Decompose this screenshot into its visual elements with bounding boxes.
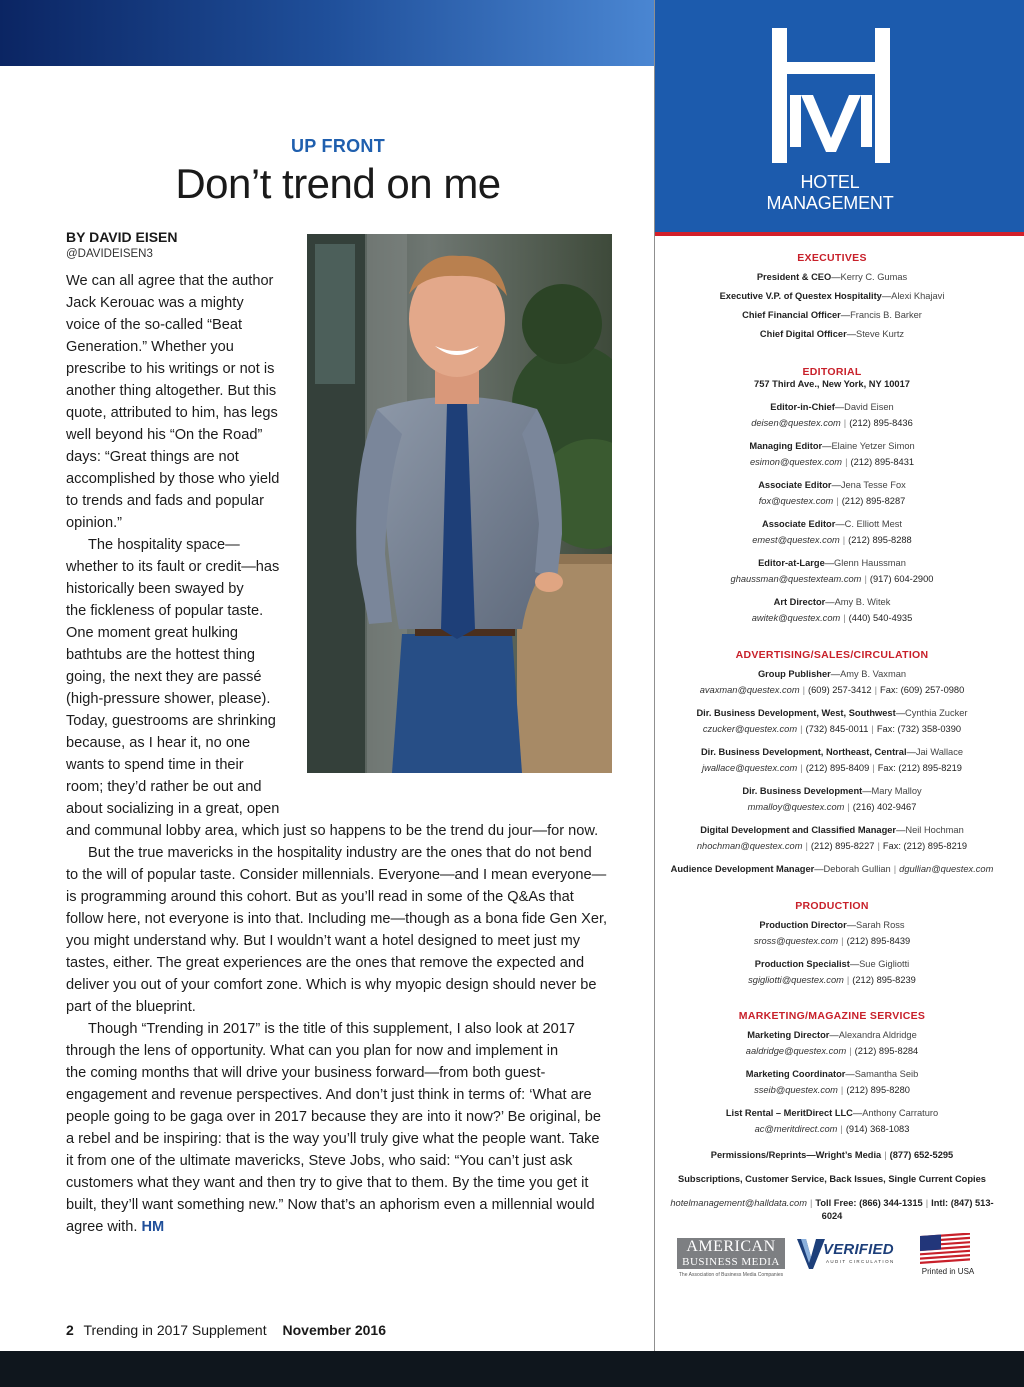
abm-line1: AMERICAN [677, 1238, 785, 1256]
body-line: accomplished by those who yield [66, 471, 280, 487]
body-line: deliver you out of your comfort zone. Which is why myopic design should never be [66, 977, 597, 993]
body-line: because, as I hear it, no one [66, 735, 251, 751]
body-line: about socializing in a great, open [66, 801, 280, 817]
staff-line: Associate Editor—Jena Tesse Fox [758, 480, 906, 490]
section-head: MARKETING/MAGAZINE SERVICES [738, 1010, 926, 1022]
body-line: a rebel and be inspiring: that is the way you’ll truly give what the people want. Take [66, 1131, 600, 1147]
twitter-handle: @DAVIDEISEN3 [66, 248, 153, 260]
article-headline: Don’t trend on me [175, 160, 501, 207]
masthead-production [664, 900, 1000, 987]
staff-contact: aaldridge@questex.com | (212) 895-8284 [745, 1046, 919, 1056]
staff-contact: ghaussman@questexteam.com | (917) 604-2900 [730, 574, 934, 584]
american-business-media-logo [677, 1238, 785, 1278]
body-line: to the will of popular taste. Consider millennials. Everyone—and I mean everyone— [66, 867, 607, 883]
body-line: tastes, either. The great experiences are the ones that remove the expected and [66, 955, 585, 971]
staff-line: Digital Development and Classified Manager—Neil Hochman [700, 825, 964, 835]
staff-line: Audience Development Manager—Deborah Gullian | dgullian@questex.com [670, 864, 994, 874]
verified-word: VERIFIED [823, 1241, 894, 1258]
staff-contact: czucker@questex.com | (732) 845-0011 | Fax: (732) 358-0390 [702, 724, 962, 734]
section-head: PRODUCTION [795, 900, 869, 912]
body-line: Though “Trending in 2017” is the title of this supplement, I also look at 2017 [88, 1021, 576, 1037]
staff-contact: deisen@questex.com | (212) 895-8436 [751, 418, 913, 428]
staff-contact: sgigliotti@questex.com | (212) 895-8239 [748, 975, 916, 985]
staff-contact: fox@questex.com | (212) 895-8287 [758, 496, 906, 506]
permissions-line: Permissions/Reprints—Wright’s Media | (877) 652-5295 [710, 1150, 954, 1160]
staff-line: Executive V.P. of Questex Hospitality—Alexi Khajavi [719, 291, 945, 301]
editorial-address: 757 Third Ave., New York, NY 10017 [754, 379, 910, 389]
body-line: part of the blueprint. [66, 999, 196, 1015]
masthead-executives [664, 252, 1000, 341]
flag-graphic [920, 1233, 970, 1265]
staff-line: Dir. Business Development—Mary Malloy [742, 786, 922, 796]
body-line: you might understand why. But I wouldn’t want a hotel designed to meet just my [66, 933, 581, 949]
logo-wordmark-management: MANAGEMENT [766, 193, 894, 213]
staff-contact: avaxman@questex.com | (609) 257-3412 | Fax: (609) 257-0980 [699, 685, 965, 695]
subscriptions-line: Subscriptions, Customer Service, Back Issues, Single Current Copies [678, 1174, 986, 1184]
body-line: Generation.” Whether you [66, 339, 234, 355]
staff-line: Managing Editor—Elaine Yetzer Simon [749, 441, 915, 451]
subscriptions-contact: hotelmanagement@halldata.com | Toll Free: (866) 344-1315 | Intl: (847) 513-6024 [670, 1198, 994, 1221]
publication-name: Trending in 2017 Supplement [83, 1322, 267, 1338]
body-line: The hospitality space— [88, 537, 240, 553]
body-line: voice of the so-called “Beat [66, 317, 243, 333]
body-line: quote, attributed to him, has legs [66, 405, 278, 421]
section-head: ADVERTISING/SALES/CIRCULATION [735, 649, 929, 661]
body-line: (high-pressure shower, please). [66, 691, 271, 707]
masthead-advertising [664, 649, 1000, 876]
section-kicker: UP FRONT [290, 136, 386, 156]
staff-line: Dir. Business Development, West, Southwest—Cynthia Zucker [696, 708, 968, 718]
masthead-marketing [664, 1010, 1000, 1223]
staff-line: Chief Financial Officer—Francis B. Barker [742, 310, 922, 320]
logo-wordmark-hotel: HOTEL [800, 172, 860, 192]
issue-date: November 2016 [282, 1322, 387, 1338]
staff-contact: awitek@questex.com | (440) 540-4935 [751, 613, 913, 623]
body-line: people going to be gaga over in 2017 because they are into it now?’ Be original, be [66, 1109, 601, 1125]
body-line: room; they’d rather be out and [66, 779, 262, 795]
body-line: built, they’ll want something new.” Now that’s an aphorism even a millennial would [66, 1197, 595, 1213]
body-line: But the true mavericks in the hospitality industry are the ones that do not bend [88, 845, 592, 861]
body-line: wants to spend time in their [66, 757, 244, 773]
article-body [66, 270, 614, 1238]
byline: BY DAVID EISEN [66, 229, 178, 245]
abm-line2: BUSINESS MEDIA [677, 1256, 785, 1269]
staff-line: Production Specialist—Sue Gigliotti [754, 959, 910, 969]
staff-line: President & CEO—Kerry C. Gumas [756, 272, 908, 282]
body-line: One moment great hulking [66, 625, 238, 641]
section-head: EDITORIAL [802, 366, 862, 378]
printed-in-usa: Printed in USA [921, 1267, 975, 1276]
staff-contact: esimon@questex.com | (212) 895-8431 [749, 457, 915, 467]
article-body-wrapped-column [66, 270, 288, 820]
body-line: historically been swayed by [66, 581, 244, 597]
masthead-red-rule [655, 232, 1024, 236]
body-line: through the lens of opportunity. What can you plan for now and implement in [66, 1043, 559, 1059]
staff-line: Editor-in-Chief—David Eisen [770, 402, 894, 412]
body-line: Jack Kerouac was a mighty [66, 295, 244, 311]
body-line-final [66, 1216, 614, 1238]
body-line: the coming months that will drive your business forward—from both guest- [66, 1065, 546, 1081]
body-line: another thing altogether. But this [66, 383, 277, 399]
page-folio [66, 1322, 386, 1338]
body-line: to trends and fads and popular [66, 493, 264, 509]
staff-contact: emest@questex.com | (212) 895-8288 [752, 535, 912, 545]
body-line: We can all agree that the author [66, 273, 274, 289]
us-flag-icon [920, 1233, 970, 1265]
verified-subtitle: AUDIT CIRCULATION [826, 1259, 895, 1264]
staff-line: Chief Digital Officer—Steve Kurtz [759, 329, 905, 339]
bottom-bar [0, 1351, 1024, 1387]
masthead-editorial [664, 366, 1000, 625]
body-line: follow here, not everyone is into that. Including me—though as a bona fide Gen Xer, [66, 911, 608, 927]
staff-line: Associate Editor—C. Elliott Mest [761, 519, 902, 529]
staff-line: Editor-at-Large—Glenn Haussman [758, 558, 906, 568]
staff-line: Art Director—Amy B. Witek [773, 597, 891, 607]
body-line-text: agree with. [66, 1219, 138, 1235]
staff-line: Marketing Director—Alexandra Aldridge [747, 1030, 917, 1040]
hm-end-mark: HM [141, 1219, 165, 1235]
body-line: it from one of the ultimate mavericks, Steve Jobs, who said: “You can’t just ask [66, 1153, 573, 1169]
body-line: engagement and revenue perspectives. And don’t just think in terms of: ‘What are [66, 1087, 592, 1103]
staff-contact: sseib@questex.com | (212) 895-8280 [754, 1085, 910, 1095]
verified-audit-logo [797, 1238, 909, 1270]
section-head: EXECUTIVES [797, 252, 867, 264]
staff-contact: nhochman@questex.com | (212) 895-8227 | Fax: (212) 895-8219 [696, 841, 968, 851]
body-line: going, the next they are passé [66, 669, 262, 685]
article-body-full-column [66, 820, 614, 1238]
staff-line: Group Publisher—Amy B. Vaxman [757, 669, 907, 679]
body-line: well beyond his “On the Road” [66, 427, 263, 443]
body-line: bathtubs are the hottest thing [66, 647, 256, 663]
page-number: 2 [66, 1322, 74, 1338]
body-line: and communal lobby area, which just so happens to be the trend du jour—for now. [66, 823, 599, 839]
staff-contact: sross@questex.com | (212) 895-8439 [753, 936, 911, 946]
staff-line: List Rental – MeritDirect LLC—Anthony Carraturo [725, 1108, 939, 1118]
staff-line: Dir. Business Development, Northeast, Central—Jai Wallace [700, 747, 964, 757]
body-line: days: “Great things are not [66, 449, 239, 465]
staff-line: Marketing Coordinator—Samantha Seib [745, 1069, 919, 1079]
body-line: customers what they want and then try to give that to them. By the time you get it [66, 1175, 589, 1191]
abm-tagline: The Association of Business Media Companies [678, 1272, 784, 1278]
body-line: is programming around this cohort. But as you’ll read in some of the Q&As that [66, 889, 574, 905]
body-line: whether to its fault or credit—has [66, 559, 280, 575]
staff-contact: ac@meritdirect.com | (914) 368-1083 [754, 1124, 910, 1134]
staff-line: Production Director—Sarah Ross [759, 920, 905, 930]
staff-contact: jwallace@questex.com | (212) 895-8409 | Fax: (212) 895-8219 [702, 763, 962, 773]
body-line: Today, guestrooms are shrinking [66, 713, 276, 729]
body-line: prescribe to his writings or not is [66, 361, 275, 377]
staff-contact: mmalloy@questex.com | (216) 402-9467 [747, 802, 917, 812]
body-line: the fickleness of popular taste. [66, 603, 264, 619]
body-line: opinion.” [66, 515, 122, 531]
top-gradient-band [0, 0, 654, 66]
verified-v-icon [797, 1239, 825, 1269]
